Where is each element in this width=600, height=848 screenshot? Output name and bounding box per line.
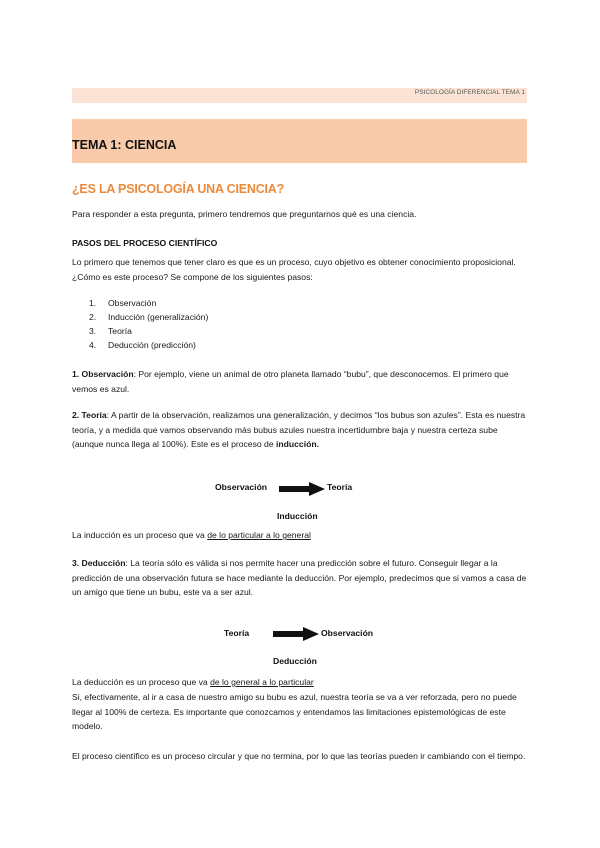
observacion-lead: 1. Observación: [72, 369, 134, 379]
list-number: 1.: [89, 298, 97, 308]
list-item: [89, 312, 208, 322]
page-title: TEMA 1: CIENCIA: [72, 138, 177, 152]
deduccion-lead: 3. Deducción: [72, 558, 126, 568]
confirmation-paragraph: Si, efectivamente, al ir a casa de nuestro amigo su bubu es azul, nuestra teoría se va a ver reforzada, pero no puede llegar al 100% de certeza. Es importante que conozcamos y entendamos las limitaciones epistemológicas de este modelo.: [72, 692, 517, 731]
diagram2-caption: Deducción: [273, 656, 317, 666]
list-number: 3.: [89, 326, 97, 336]
right-arrow-icon: [279, 482, 325, 496]
diagram1-right-label: Teoría: [327, 482, 353, 492]
list-item: [89, 298, 156, 308]
diagram2-right-label: Observación: [321, 628, 374, 638]
list-item: [89, 340, 196, 350]
list-label: Inducción (generalización): [108, 312, 209, 322]
induccion-underlined: de lo particular a lo general: [207, 530, 311, 540]
deduccion-paragraph: [72, 556, 530, 600]
running-title: PSICOLOGÍA DIFERENCIAL TEMA 1: [414, 89, 525, 96]
right-arrow-icon: [273, 627, 319, 641]
diagram1-caption: Inducción: [277, 511, 318, 521]
observacion-paragraph: [72, 367, 530, 396]
teoria-paragraph: [72, 408, 530, 452]
list-label: Deducción (predicción): [108, 340, 196, 350]
observacion-text: : Por ejemplo, viene un animal de otro planeta llamado “bubu”, que desconocemos. El primero que vemos es azul.: [72, 369, 509, 394]
induccion-text: La inducción es un proceso que va: [72, 530, 208, 540]
deduccion-underlined: de lo general a lo particular: [210, 677, 314, 687]
running-header: [72, 88, 527, 103]
steps-intro-paragraph: Lo primero que tenemos que tener claro es que es un proceso, cuyo objetivo es obtener conocimiento proposicional. ¿Cómo es este proceso? Se compone de los siguientes pasos:: [72, 257, 516, 282]
deduccion-text: : La teoría sólo es válida si nos permite hacer una predicción sobre el futuro. Conseguir llegar a la predicción de una observación futura se hace mediante la deducción. Por ejemplo, predecimos que si vamos a casa de un amigo que tiene un bubu, este va a ser azul.: [72, 558, 527, 597]
teoria-bold-end: inducción.: [276, 439, 319, 449]
list-number: 4.: [89, 340, 97, 350]
diagram2-left-label: Teoría: [224, 628, 250, 638]
list-label: Teoría: [108, 326, 132, 336]
intro-paragraph: Para responder a esta pregunta, primero tendremos que preguntarnos qué es una ciencia.: [72, 209, 417, 219]
list-label: Observación: [108, 298, 157, 308]
conclusion-paragraph: El proceso científico es un proceso circular y que no termina, por lo que las teorías pueden ir cambiando con el tiempo.: [72, 751, 526, 761]
list-item: [89, 326, 132, 336]
induccion-definition: [72, 528, 530, 543]
steps-title: PASOS DEL PROCESO CIENTÍFICO: [72, 238, 218, 248]
teoria-lead: 2. Teoría: [72, 410, 107, 420]
deduccion-definition: [72, 675, 530, 690]
section-heading: ¿ES LA PSICOLOGÍA UNA CIENCIA?: [72, 182, 285, 196]
deduccion-def-text: La deducción es un proceso que va: [72, 677, 211, 687]
list-number: 2.: [89, 312, 97, 322]
diagram1-left-label: Observación: [215, 482, 268, 492]
teoria-text: : A partir de la observación, realizamos una generalización, y decimos “los bubus son azules”. Esta es nuestra teoría, y a medida que vamos observando más bubus azules nuestra incertidumbre baja y nuestra certeza sube (aunque nunca llega al 100%). Este es el proceso de: [72, 410, 526, 449]
title-band: [72, 119, 527, 163]
